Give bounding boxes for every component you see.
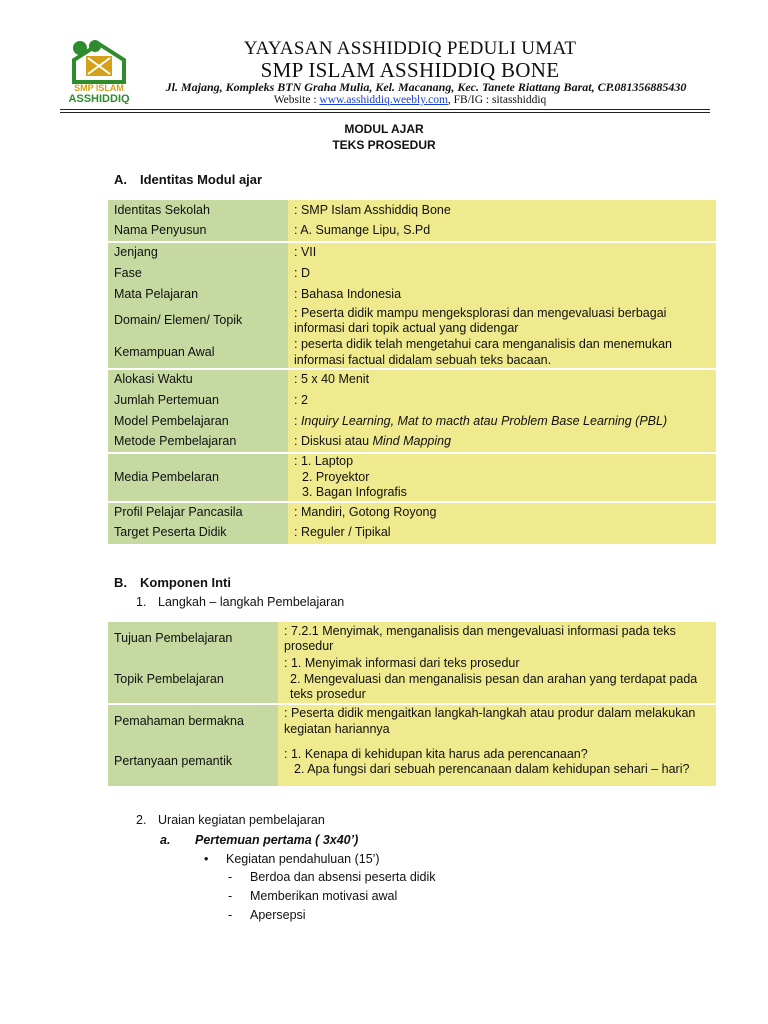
media-item: 3. Bagan Infografis <box>302 485 407 499</box>
item-number: 2. <box>136 813 147 827</box>
table-row <box>108 411 716 432</box>
row-key: Metode Pembelajaran <box>108 432 288 453</box>
row-key: Media Pembelaran <box>108 453 288 502</box>
topic-item: 2. Mengevaluasi dan menganalisis pesan dan arahan yang terdapat pada teks prosedur <box>290 671 698 702</box>
row-key: Topik Pembelajaran <box>108 656 278 704</box>
section-a-letter: A. <box>114 172 127 187</box>
website-line <box>150 94 670 106</box>
item-text: Berdoa dan absensi peserta didik <box>250 870 436 884</box>
list-item <box>160 833 358 847</box>
row-value <box>288 453 716 502</box>
row-value <box>288 432 716 453</box>
section-b-letter: B. <box>114 575 127 590</box>
table-row <box>108 622 716 656</box>
row-value <box>278 738 716 786</box>
table-row <box>108 284 716 305</box>
social-handle: , FB/IG : sitasshiddiq <box>447 94 547 106</box>
row-value: : SMP Islam Asshiddiq Bone <box>288 200 716 221</box>
learning-steps-table <box>108 622 716 786</box>
row-key: Jenjang <box>108 242 288 263</box>
table-row <box>108 502 716 523</box>
header-rule-thick <box>60 109 710 110</box>
row-value: : Mandiri, Gotong Royong <box>288 502 716 523</box>
table-row <box>108 738 716 786</box>
list-item <box>136 595 344 609</box>
table-row <box>108 523 716 544</box>
item-text: Apersepsi <box>250 908 306 922</box>
item-text: Kegiatan pendahuluan (15’) <box>226 852 380 866</box>
row-key: Identitas Sekolah <box>108 200 288 221</box>
question-item: : 1. Kenapa di kehidupan kita harus ada perencanaan? <box>284 746 588 761</box>
section-a-title: Identitas Modul ajar <box>140 172 263 187</box>
row-key: Profil Pelajar Pancasila <box>108 502 288 523</box>
table-row <box>108 656 716 704</box>
table-row <box>108 453 716 502</box>
row-key: Domain/ Elemen/ Topik <box>108 305 288 337</box>
question-item: 2. Apa fungsi dari sebuah perencanaan dalam kehidupan sehari – hari? <box>294 762 690 776</box>
row-key: Target Peserta Didik <box>108 523 288 544</box>
row-key: Kemampuan Awal <box>108 337 288 369</box>
list-item <box>228 889 397 903</box>
item-number: 1. <box>136 595 147 609</box>
list-item <box>228 870 436 884</box>
row-key: Pertanyaan pemantik <box>108 738 278 786</box>
row-value: : 7.2.1 Menyimak, menganalisis dan mengevaluasi informasi pada teks prosedur <box>278 622 716 656</box>
logo-bottom-text: ASSHIDDIQ <box>68 93 130 104</box>
table-row <box>108 704 716 738</box>
header-rule-thin <box>60 112 710 113</box>
value-italic: Inquiry Learning, Mat to macth atau Problem Base Learning (PBL) <box>300 413 668 428</box>
table-row <box>108 305 716 337</box>
table-row <box>108 242 716 263</box>
item-text: Memberikan motivasi awal <box>250 889 398 903</box>
bullet-icon: • <box>204 852 209 866</box>
row-value: : A. Sumange Lipu, S.Pd <box>288 221 716 242</box>
foundation-name: YAYASAN ASSHIDDIQ PEDULI UMAT <box>243 38 577 59</box>
table-row <box>108 221 716 242</box>
row-key: Tujuan Pembelajaran <box>108 622 278 656</box>
item-text: Pertemuan pertama ( 3x40’) <box>195 833 359 847</box>
doc-title: MODUL AJAR <box>344 122 424 136</box>
list-item <box>136 813 325 827</box>
row-key: Alokasi Waktu <box>108 369 288 390</box>
website-link[interactable]: www.asshiddiq.weebly.com <box>319 94 448 106</box>
row-value: : peserta didik telah mengetahui cara menganalisis dan menemukan informasi factual didalam sebuah teks bacaan. <box>288 337 716 369</box>
media-item: : 1. Laptop <box>294 454 354 468</box>
dash-icon: - <box>228 870 233 884</box>
row-value: : Reguler / Tipikal <box>288 523 716 544</box>
school-name: SMP ISLAM ASSHIDDIQ BONE <box>260 58 560 82</box>
item-text: Langkah – langkah Pembelajaran <box>158 595 345 609</box>
row-value: : Bahasa Indonesia <box>288 284 716 305</box>
media-item: 2. Proyektor <box>302 469 370 484</box>
row-value: : VII <box>288 242 716 263</box>
row-key: Pemahaman bermakna <box>108 704 278 738</box>
school-logo <box>62 38 140 104</box>
value-italic: Mind Mapping <box>372 434 452 449</box>
table-row <box>108 369 716 390</box>
row-value <box>278 656 716 704</box>
table-row <box>108 263 716 284</box>
row-key: Model Pembelajaran <box>108 411 288 432</box>
row-value: : Peserta didik mengaitkan langkah-langkah atau produr dalam melakukan kegiatan hariannya <box>278 704 716 738</box>
row-key: Jumlah Pertemuan <box>108 390 288 411</box>
dash-icon: - <box>228 889 233 903</box>
row-key: Mata Pelajaran <box>108 284 288 305</box>
doc-subtitle: TEKS PROSEDUR <box>332 138 436 152</box>
section-b-heading <box>114 575 231 590</box>
section-a-heading <box>114 172 262 187</box>
row-key: Nama Penyusun <box>108 221 288 242</box>
table-row <box>108 337 716 369</box>
item-text: Uraian kegiatan pembelajaran <box>158 813 325 827</box>
list-item <box>204 852 380 866</box>
row-value: : 2 <box>288 390 716 411</box>
school-address: Jl. Majang, Kompleks BTN Graha Mulia, Kel. Macanang, Kec. Tanete Riattang Barat, CP.081356885430 <box>165 80 687 94</box>
logo-top-text: SMP ISLAM <box>74 83 124 93</box>
table-row <box>108 432 716 453</box>
row-key: Fase <box>108 263 288 284</box>
item-letter: a. <box>160 833 171 847</box>
row-value: : Peserta didik mampu mengeksplorasi dan mengevaluasi berbagai informasi dari topik actual yang didengar <box>288 305 716 337</box>
value-prefix: : Diskusi atau <box>294 434 373 449</box>
row-value: : 5 x 40 Menit <box>288 369 716 390</box>
row-value: : D <box>288 263 716 284</box>
identity-table <box>108 200 716 544</box>
row-value <box>288 411 716 432</box>
section-b-title: Komponen Inti <box>140 575 231 590</box>
list-item <box>228 908 306 922</box>
website-label: Website : <box>273 94 320 106</box>
table-row <box>108 200 716 221</box>
table-row <box>108 390 716 411</box>
dash-icon: - <box>228 908 233 922</box>
topic-item: : 1. Menyimak informasi dari teks prosedur <box>284 656 520 671</box>
value-prefix: : <box>294 413 301 428</box>
